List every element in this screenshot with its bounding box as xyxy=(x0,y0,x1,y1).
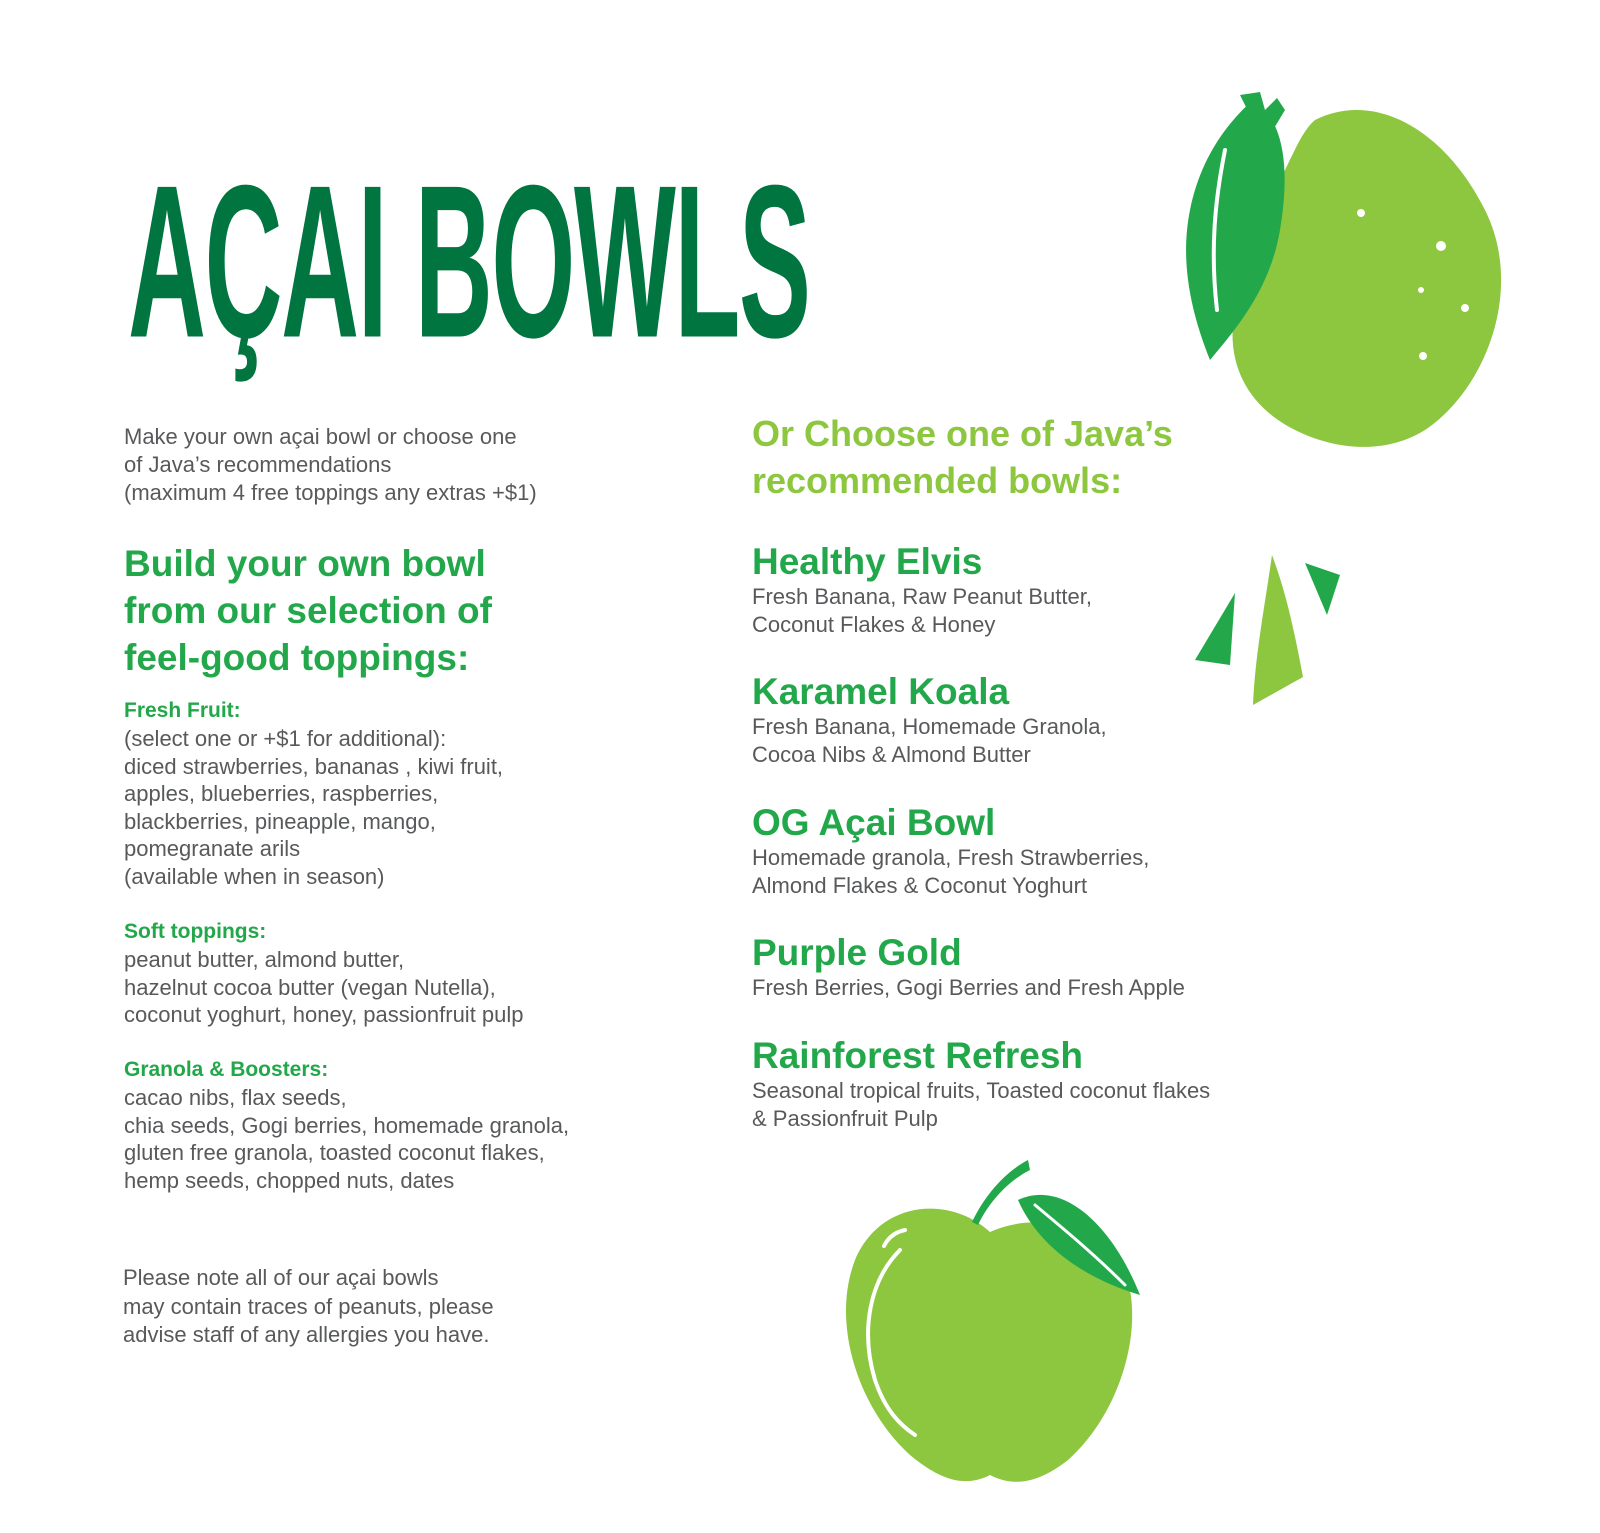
category-line: (select one or +$1 for additional): xyxy=(124,726,447,751)
lime-icon xyxy=(1185,90,1515,460)
bowl-desc-line: Seasonal tropical fruits, Toasted coconut flakes xyxy=(752,1078,1211,1103)
category-line: cacao nibs, flax seeds, xyxy=(124,1085,347,1110)
bowl-name: OG Açai Bowl xyxy=(752,802,996,843)
bowl-name: Healthy Elvis xyxy=(752,541,983,582)
intro-line: of Java’s recommendations xyxy=(124,452,392,477)
leaf-shards-icon xyxy=(1195,555,1345,715)
bowl-name: Purple Gold xyxy=(752,932,962,973)
build-heading-line: feel-good toppings: xyxy=(124,637,470,678)
note-line: advise staff of any allergies you have. xyxy=(123,1322,490,1347)
intro-text xyxy=(124,423,644,507)
recommended-heading-line: recommended bowls: xyxy=(752,460,1123,501)
category-line: gluten free granola, toasted coconut flakes, xyxy=(124,1140,545,1165)
build-heading-line: Build your own bowl xyxy=(124,543,486,584)
intro-line: (maximum 4 free toppings any extras +$1) xyxy=(124,480,537,505)
bowl-desc-line: & Passionfruit Pulp xyxy=(752,1105,938,1131)
bowl-desc-line: Cocoa Nibs & Almond Butter xyxy=(752,741,1031,767)
category-line: coconut yoghurt, honey, passionfruit pulp xyxy=(124,1002,524,1027)
category-line: blackberries, pineapple, mango, xyxy=(124,808,436,834)
build-heading-line: from our selection of xyxy=(124,590,492,631)
category-line: peanut butter, almond butter, xyxy=(124,947,405,972)
page-title: AÇAI BOWLS xyxy=(128,139,810,383)
category-granola-boosters xyxy=(124,1056,684,1194)
category-soft-toppings xyxy=(124,918,684,1029)
note-line: may contain traces of peanuts, please xyxy=(123,1293,494,1319)
category-line: hemp seeds, chopped nuts, dates xyxy=(124,1167,455,1193)
bowl-desc-line: Coconut Flakes & Honey xyxy=(752,611,996,637)
category-line: hazelnut cocoa butter (vegan Nutella), xyxy=(124,974,496,1000)
category-heading: Fresh Fruit: xyxy=(124,699,241,722)
bowl-desc-line: Fresh Berries, Gogi Berries and Fresh Apple xyxy=(752,975,1185,1000)
bowl-name: Karamel Koala xyxy=(752,671,1010,712)
recommended-heading-line: Or Choose one of Java’s xyxy=(752,413,1173,454)
bowl-desc-line: Homemade granola, Fresh Strawberries, xyxy=(752,845,1150,870)
intro-line: Make your own açai bowl or choose one xyxy=(124,424,517,449)
build-your-own-heading xyxy=(124,540,684,681)
category-heading: Granola & Boosters: xyxy=(124,1058,329,1081)
category-line: chia seeds, Gogi berries, homemade granola, xyxy=(124,1112,570,1138)
category-line: (available when in season) xyxy=(124,863,385,889)
category-fresh-fruit xyxy=(124,697,684,890)
category-line: apples, blueberries, raspberries, xyxy=(124,781,439,806)
category-line: pomegranate arils xyxy=(124,836,301,861)
allergy-note xyxy=(123,1264,643,1350)
bowl-rainforest-refresh xyxy=(752,1035,1352,1132)
category-heading: Soft toppings: xyxy=(124,920,267,943)
apple-icon xyxy=(840,1160,1180,1500)
note-line: Please note all of our açai bowls xyxy=(123,1265,439,1290)
bowl-desc-line: Fresh Banana, Homemade Granola, xyxy=(752,714,1107,739)
bowl-desc-line: Fresh Banana, Raw Peanut Butter, xyxy=(752,584,1092,609)
bowl-desc-line: Almond Flakes & Coconut Yoghurt xyxy=(752,872,1088,898)
bowl-og-acai xyxy=(752,802,1352,899)
bowl-name: Rainforest Refresh xyxy=(752,1035,1084,1076)
bowl-purple-gold xyxy=(752,932,1352,1002)
category-line: diced strawberries, bananas , kiwi fruit, xyxy=(124,753,504,779)
